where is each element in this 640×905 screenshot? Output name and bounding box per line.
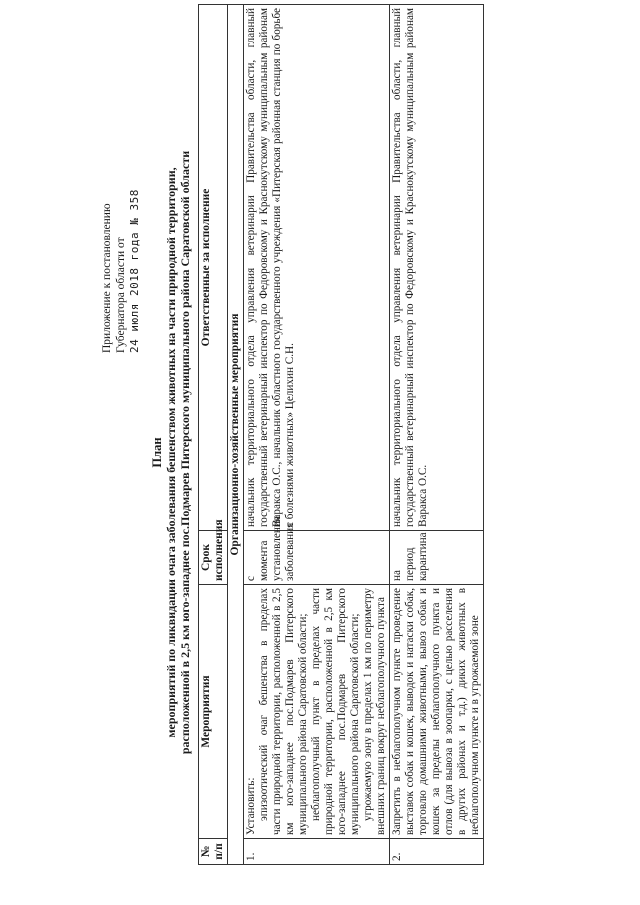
measure-paragraph: эпизоотический очаг бешенства в пределах части природной территории, расположенной в 2,5 км юго-западнее пос.Подмарев Питерского муниципального района Саратовской области; — [258, 588, 309, 835]
responsible-cell: начальник территориального отдела управления ветеринарии Правительства области, главный государственный ветеринарный инспектор по Федоровскому и Краснокутскому муниципальным районам Варакса О.С. — [390, 5, 484, 531]
term-cell: на период карантина — [390, 531, 484, 585]
table-header-row — [199, 5, 228, 865]
annex-line-1: Приложение к постановлению — [101, 203, 113, 353]
measure-paragraph: угрожаемую зону в пределах 1 км по периметру внешних границ вокруг неблагополучного пункта — [362, 588, 387, 835]
annex-note — [100, 189, 142, 353]
measure-cell — [244, 585, 390, 839]
table-row — [244, 5, 390, 865]
header-responsible: Ответственные за исполнение — [199, 5, 228, 531]
document-title: План — [150, 437, 164, 468]
row-number: 1. — [244, 839, 390, 865]
header-num: № п/п — [199, 839, 228, 865]
table-row — [390, 5, 484, 865]
header-measures: Мероприятия — [199, 585, 228, 839]
section-row — [228, 5, 244, 865]
header-term: Срок исполнения — [199, 531, 228, 585]
term-cell: с момента установления заболевания — [244, 531, 390, 585]
annex-date-line: 24 июля 2018 года № 358 — [128, 189, 141, 353]
section-title: Организационно-хозяйственные мероприятия — [228, 5, 244, 865]
document-subtitle-line-1: мероприятий по ликвидации очага заболевания бешенством животных на части природной территории, — [164, 167, 178, 738]
measure-paragraph: неблагополучный пункт в пределах части природной территории, расположенной в 2,5 км юго-западнее пос.Подмарев Питерского муниципального района Саратовской области; — [310, 588, 361, 835]
measures-table — [198, 4, 484, 865]
measure-cell: Запретить в неблагополучном пункте проведение выставок собак и кошек, выводок и натаски собак, торговлю домашними животными, вывоз собак и кошек за пределы неблагополучного пункта и отлов (для вывоза в зоопарки, с целью расселения в других районах и т.д.) диких животных в неблагополучном пункте и в угрожаемой зоне — [390, 585, 484, 839]
responsible-cell: начальник территориального отдела управления ветеринарии Правительства области, главный государственный ветеринарный инспектор по Федоровскому и Краснокутскому муниципальным районам Варакса О.С., начальник областного государственного учреждения «Питерская районная станция по борьбе с болезнями животных» Целихин С.Н. — [244, 5, 390, 531]
row-number: 2. — [390, 839, 484, 865]
annex-line-2: Губернатора области от — [115, 237, 127, 353]
measure-intro: Установить: — [245, 777, 257, 835]
document-subtitle-line-2: расположенной в 2,5 км юго-западнее пос.Подмарев Питерского муниципального района Саратовской области — [178, 150, 192, 755]
